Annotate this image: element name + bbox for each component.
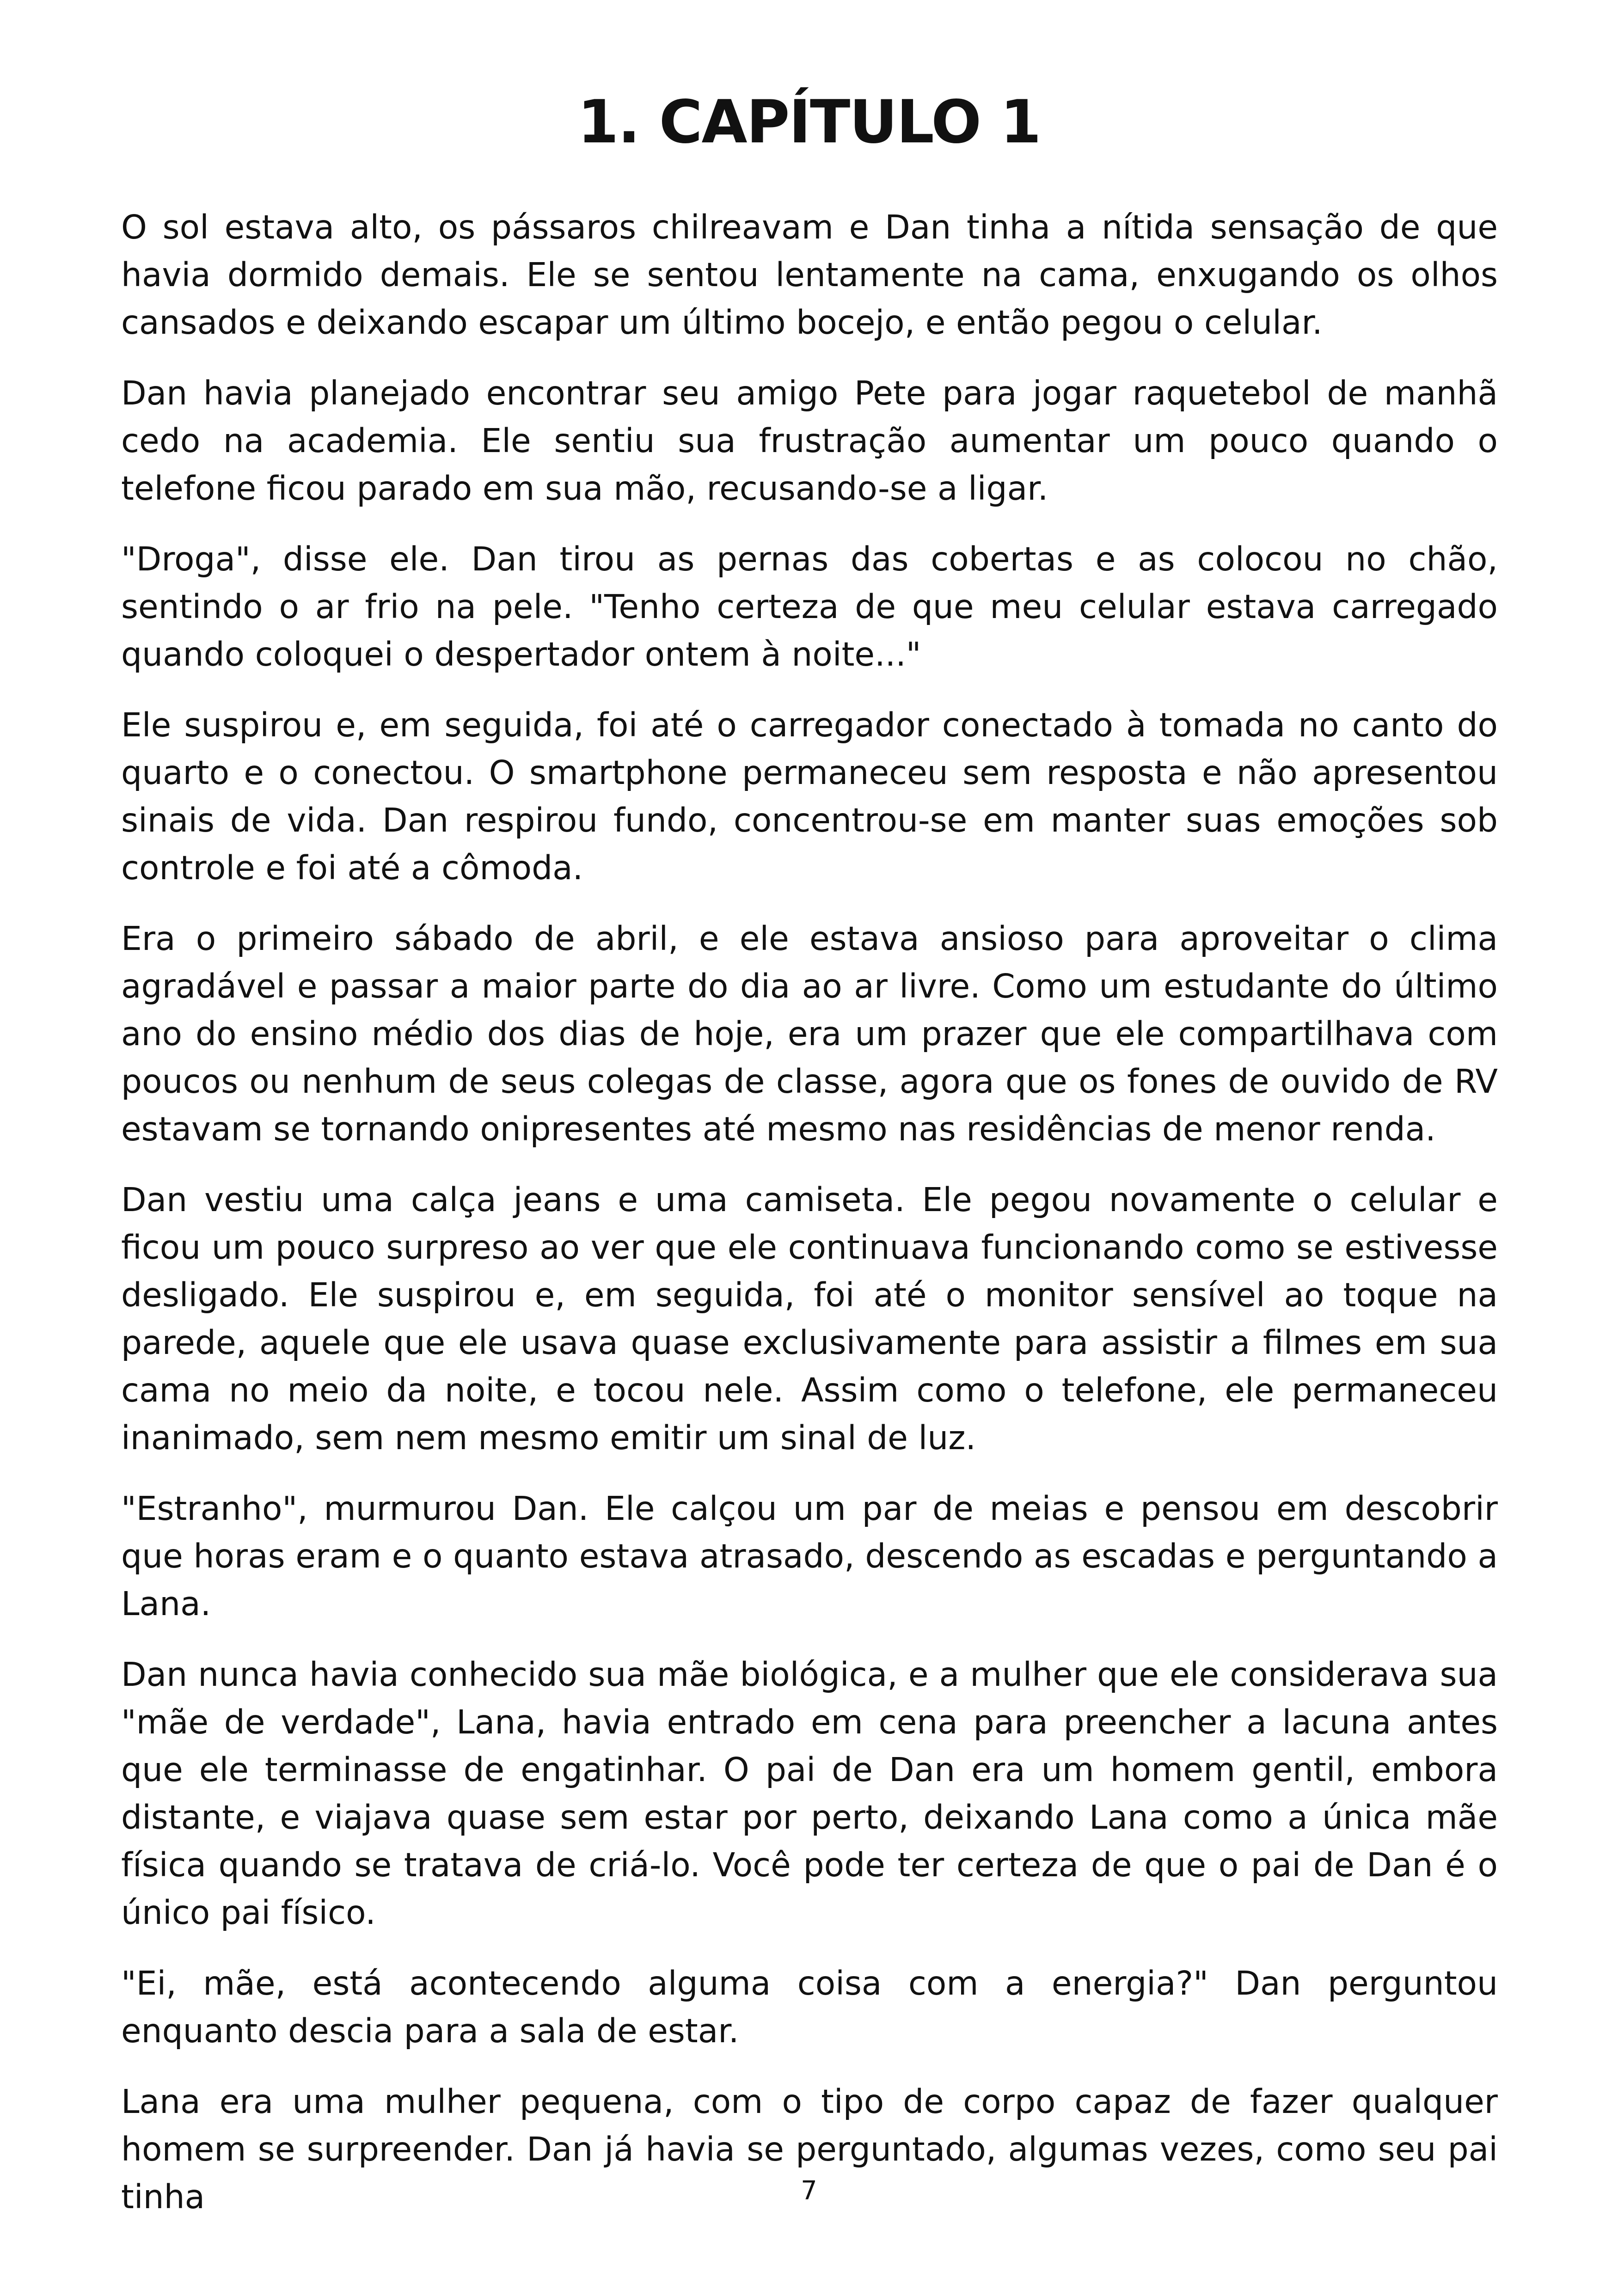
chapter-title: 1. CAPÍTULO 1 — [577, 88, 1041, 157]
page-number: 7 — [801, 2176, 817, 2206]
paragraph-8: Dan nunca havia conhecido sua mãe biológica, e a mulher que ele considerava sua "mãe de verdade", Lana, havia entrado em cena para preencher a lacuna antes que ele terminasse de engatinhar. O pai de Dan era um homem gentil, embora distante, e viajava quase sem estar por perto, deixando Lana como a única mãe física quando se tratava de criá-lo. Você pode ter certeza de que o pai de Dan é o único pai físico. — [121, 1655, 1498, 1932]
paragraph-6: Dan vestiu uma calça jeans e uma camiseta. Ele pegou novamente o celular e ficou um pouco surpreso ao ver que ele continuava funcionando como se estivesse desligado. Ele suspirou e, em seguida, foi até o monitor sensível ao toque na parede, aquele que ele usava quase exclusivamente para assistir a filmes em sua cama no meio da noite, e tocou nele. Assim como o telefone, ele permaneceu inanimado, sem nem mesmo emitir um sinal de luz. — [121, 1181, 1498, 1457]
paragraph-4: Ele suspirou e, em seguida, foi até o carregador conectado à tomada no canto do quarto e o conectou. O smartphone permaneceu sem resposta e não apresentou sinais de vida. Dan respirou fundo, concentrou-se em manter suas emoções sob controle e foi até a cômoda. — [121, 706, 1498, 887]
paragraph-3: "Droga", disse ele. Dan tirou as pernas das cobertas e as colocou no chão, sentindo o ar frio na pele. "Tenho certeza de que meu celular estava carregado quando coloquei o despertador ontem à noite..." — [121, 540, 1498, 673]
paragraph-1: O sol estava alto, os pássaros chilreavam e Dan tinha a nítida sensação de que havia dormido demais. Ele se sentou lentamente na cama, enxugando os olhos cansados e deixando escapar um último bocejo, e então pegou o celular. — [121, 208, 1498, 342]
chapter-body — [121, 203, 1498, 2244]
paragraph-9: "Ei, mãe, está acontecendo alguma coisa com a energia?" Dan perguntou enquanto descia para a sala de estar. — [121, 1964, 1498, 2050]
paragraph-5: Era o primeiro sábado de abril, e ele estava ansioso para aproveitar o clima agradável e passar a maior parte do dia ao ar livre. Como um estudante do último ano do ensino médio dos dias de hoje, era um prazer que ele compartilhava com poucos ou nenhum de seus colegas de classe, agora que os fones de ouvido de RV estavam se tornando onipresentes até mesmo nas residências de menor renda. — [121, 919, 1498, 1148]
paragraph-2: Dan havia planejado encontrar seu amigo Pete para jogar raquetebol de manhã cedo na academia. Ele sentiu sua frustração aumentar um pouco quando o telefone ficou parado em sua mão, recusando-se a ligar. — [121, 374, 1498, 508]
paragraph-10: Lana era uma mulher pequena, com o tipo de corpo capaz de fazer qualquer homem se surpreender. Dan já havia se perguntado, algumas vezes, como seu pai tinha — [121, 2082, 1498, 2216]
paragraph-7: "Estranho", murmurou Dan. Ele calçou um par de meias e pensou em descobrir que horas eram e o quanto estava atrasado, descendo as escadas e perguntando a Lana. — [121, 1489, 1498, 1623]
